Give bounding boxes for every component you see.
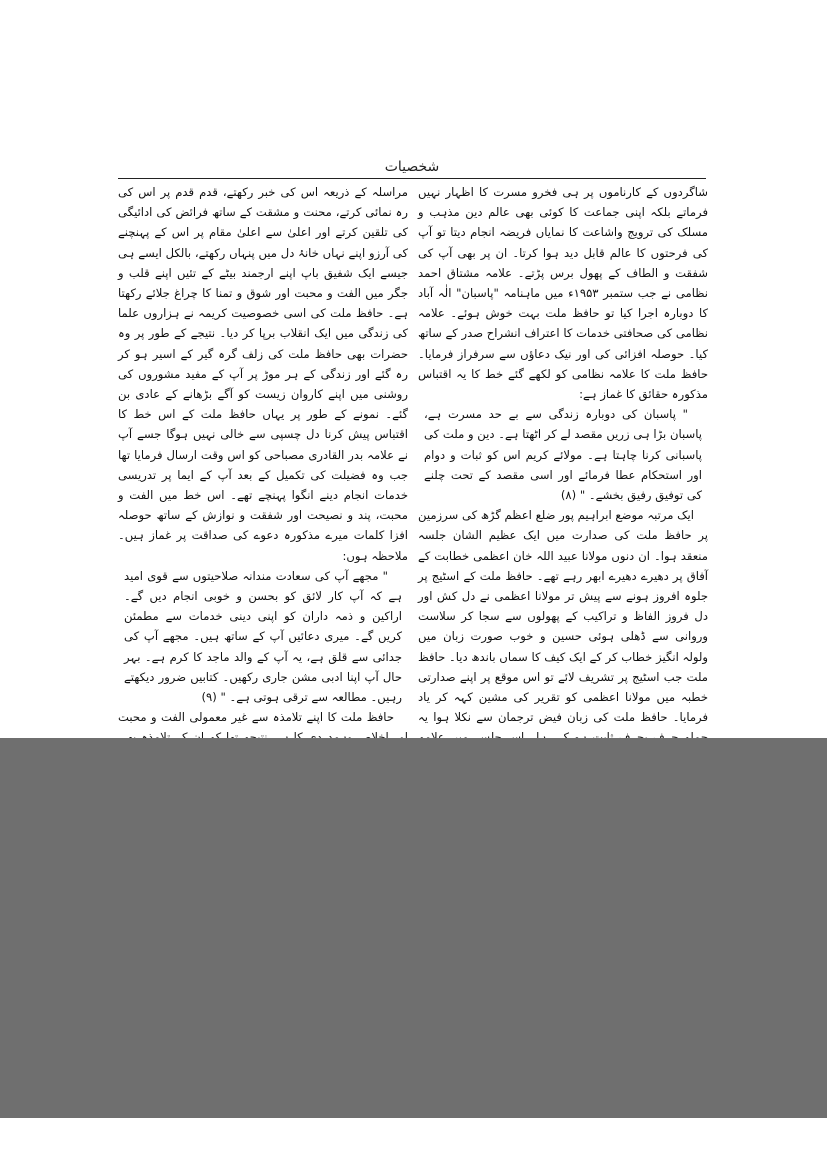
paragraph: مراسلہ کے ذریعہ اس کی خبر رکھتے، قدم قدم پر اس کی رہ نمائی کرتے، محنت و مشقت کے ساتھ فرائض کی ادائیگی کی تلقین کرتے اور اعلیٰ سے اعلیٰ مقام پر اس کے پہنچنے کی آرزو اپنے نہاں خانۂ دل میں پنہاں رکھتے، بالکل ایسے ہی جیسے ایک شفیق باپ اپنے ارجمند بیٹے کے تئیں اپنے قلب و جگر میں الفت و محبت اور شوق و تمنا کا چراغ جلائے رکھتا ہے۔ حافظ ملت کی اسی خصوصیت کریمہ نے ہزاروں علما کی زندگی میں ایک انقلاب برپا کر دیا۔ نتیجے کے طور پر وہ حضرات بھی حافظ ملت کی زلف گرہ گیر کے اسیر ہو کر رہ گئے اور زندگی کے ہر موڑ پر آپ کے مفید مشوروں کی روشنی میں اپنے کاروان زیست کو آگے بڑھانے کے عادی بن گئے۔ نمونے کے طور پر یہاں حافظ ملت کے اس خط کا اقتباس پیش کرنا دل چسپی سے خالی نہیں ہوگا جسے آپ نے علامہ بدر القادری مصباحی کو اس وقت ارسال فرمایا تھا جب وہ فضیلت کی تکمیل کے بعد آپ کے ایما پر تدریسی خدمات انجام دینے انگوا پہنچے تھے۔ اس خط میں الفت و محبت، پند و نصیحت اور شفقت و نوازش کے ساتھ حوصلہ افزا کلمات میرے مذکورہ دعوے کی صداقت پر غماز ہیں۔ ملاحظہ ہوں:	[118, 185, 408, 563]
running-header	[118, 156, 706, 180]
paragraph: شاگردوں کے کارناموں پر ہی فخرو مسرت کا اظہار نہیں فرماتے بلکہ اپنی جماعت کا کوئی بھی عالم دین مذہب و مسلک کی ترویج واشاعت کا نمایاں فریضہ انجام دیتا تو آپ کی فرحتوں کا عالم قابل دید ہوا کرتا۔ ان پر بھی آپ کی شفقت و الطاف کے پھول برس پڑتے۔ علامہ مشتاق احمد نظامی نے جب ستمبر ۱۹۵۳ء میں ماہنامہ "پاسبان" الٰہ آباد کا دوبارہ اجرا کیا تو حافظ ملت بہت خوش ہوئے۔ علامہ نظامی کی صحافتی خدمات کا اعتراف انشراح صدر کے ساتھ کیا۔ حوصلہ افزائی کی اور نیک دعاؤں سے سرفراز فرمایا۔ حافظ ملت کا علامہ نظامی کو لکھے گئے خط کا یہ اقتباس مذکورہ حقائق کا غماز ہے:	[418, 185, 708, 402]
paragraph: ایک مرتبہ موضع ابراہیم پور ضلع اعظم گڑھ کی سرزمین پر حافظ ملت کی صدارت میں ایک عظیم الشان جلسہ منعقد ہوا۔ ان دنوں مولانا عبید اللہ خان اعظمی خطابت کے آفاق پر دھیرے دھیرے ابھر رہے تھے۔ حافظ ملت کے اسٹیج پر جلوہ افروز ہونے سے پیش تر مولانا اعظمی نے دل کش اور دل فروز الفاظ و تراکیب کے پھولوں سے سجا کر سلاست وروانی سے ڈھلی ہوئی حسین و خوب صورت زبان میں ولولہ انگیز خطاب کر کے ایک کیف کا سماں باندھ دیا۔ حافظ ملت جب اسٹیج پر تشریف لائے تو اس موقع پر اپنے صدارتی خطبہ میں مولانا اعظمی کو تقریر کی مشین کہہ کر یاد فرمایا۔ حافظ ملت کی زبان فیض ترجمان سے نکلا ہوا یہ	[418, 508, 708, 725]
right-text-column	[418, 182, 708, 738]
scan-occlusion-block	[0, 738, 827, 1118]
letter-quote: " پاسبان کی دوبارہ زندگی سے بے حد مسرت ہے، پاسبان بڑا ہی زریں مقصد لے کر اٹھتا ہے۔ دین و ملت کی پاسبانی کرنا چاہتا ہے۔ مولائے کریم اس کو ثبات و دوام اور استحکام عطا فرمائے اور اسی مقصد کے تحت چلنے کی توفیق رفیق بخشے۔ " (۸)	[424, 407, 702, 503]
letter-quote: " مجھے آپ کی سعادت مندانہ صلاحیتوں سے قوی امید ہے کہ آپ کار لائق کو بحسن و خوبی انجام دیں گے۔ اراکین و ذمہ داران کو اپنی دینی خدمات سے مطمئن کریں گے۔ میری دعائیں آپ کے ساتھ ہیں۔ مجھے آپ کی جدائی سے قلق ہے، یہ آپ کے والد ماجد کا کرم ہے۔ بہر حال آپ اپنا ادبی مشن جاری رکھیں۔ کتابیں ضرور دیکھتے رہیں۔ مطالعہ سے ترقی ہوتی ہے۔ " (۹)	[124, 568, 402, 705]
paragraph: حافظ ملت کا اپنے تلامذہ سے غیر معمولی الفت و محبت	[118, 710, 394, 725]
section-title: شخصیات	[384, 159, 440, 175]
header-divider	[118, 178, 706, 179]
left-text-column	[118, 182, 408, 738]
